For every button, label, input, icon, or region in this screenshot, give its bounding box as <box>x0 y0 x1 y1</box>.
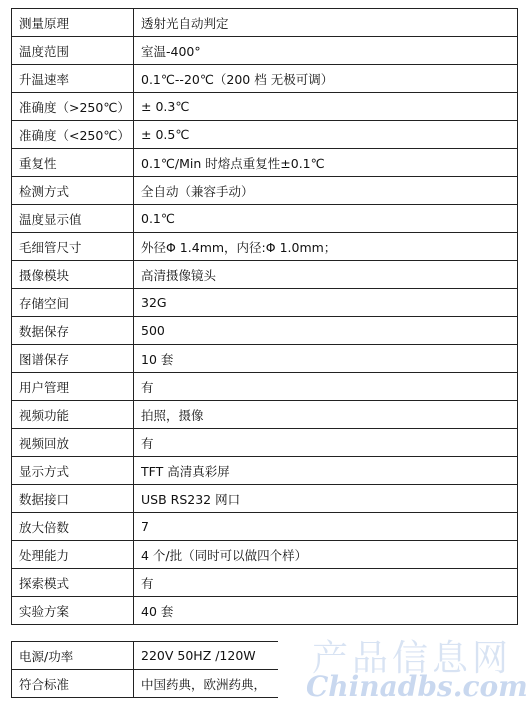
spec-value: 32G <box>134 289 518 317</box>
spec-value: 高清摄像镜头 <box>134 261 518 289</box>
table-row <box>12 373 518 401</box>
spec-value: 有 <box>134 429 518 457</box>
spec-label: 显示方式 <box>12 457 134 485</box>
table-row <box>12 642 518 670</box>
table-row <box>12 289 518 317</box>
watermark-cn-text: 产品信息网 <box>312 638 513 679</box>
table-row <box>12 205 518 233</box>
spec-value: 透射光自动判定 <box>134 9 518 37</box>
spec-label: 毛细管尺寸 <box>12 233 134 261</box>
table-row <box>12 93 518 121</box>
spec-value: TFT 高清真彩屏 <box>134 457 518 485</box>
table-row <box>12 65 518 93</box>
table-row <box>12 541 518 569</box>
spec-label: 准确度（>250℃） <box>12 93 134 121</box>
table-row <box>12 485 518 513</box>
table-row <box>12 569 518 597</box>
table-row <box>12 261 518 289</box>
spec-label: 准确度（<250℃） <box>12 121 134 149</box>
spec-value: 外径Φ 1.4mm，内径:Φ 1.0mm； <box>134 233 518 261</box>
watermark-en-text: Chinadbs.com <box>306 670 528 703</box>
spec-value: 室温-400° <box>134 37 518 65</box>
table-row <box>12 429 518 457</box>
spec-label: 数据保存 <box>12 317 134 345</box>
spec-value: 0.1℃ <box>134 205 518 233</box>
spec-value: 全自动（兼容手动） <box>134 177 518 205</box>
spec-label: 温度显示值 <box>12 205 134 233</box>
spec-value: ± 0.5℃ <box>134 121 518 149</box>
spec-value: 0.1℃/Min 时熔点重复性±0.1℃ <box>134 149 518 177</box>
table-row <box>12 401 518 429</box>
spec-value: 7 <box>134 513 518 541</box>
spec-label: 处理能力 <box>12 541 134 569</box>
table-row <box>12 37 518 65</box>
table-row <box>12 149 518 177</box>
table-row <box>12 670 518 698</box>
spec-value: 40 套 <box>134 597 518 625</box>
spec-value: 220V 50HZ /120W <box>134 642 518 670</box>
table-row <box>12 233 518 261</box>
spec-label: 存储空间 <box>12 289 134 317</box>
table-row <box>12 597 518 625</box>
spec-value: 有 <box>134 569 518 597</box>
spec-label: 重复性 <box>12 149 134 177</box>
spec-label: 数据接口 <box>12 485 134 513</box>
spec-label: 检测方式 <box>12 177 134 205</box>
table-row <box>12 177 518 205</box>
spec-label: 视频回放 <box>12 429 134 457</box>
spec-label: 放大倍数 <box>12 513 134 541</box>
spec-label: 电源/功率 <box>12 642 134 670</box>
table-row <box>12 513 518 541</box>
spec-label: 温度范围 <box>12 37 134 65</box>
table-row <box>12 345 518 373</box>
spec-value: 10 套 <box>134 345 518 373</box>
spec-table <box>11 8 518 625</box>
spec-table-continued <box>11 641 518 698</box>
spec-value: 0.1℃--20℃（200 档 无极可调） <box>134 65 518 93</box>
spec-value: ± 0.3℃ <box>134 93 518 121</box>
spec-label: 图谱保存 <box>12 345 134 373</box>
table-row <box>12 317 518 345</box>
spec-label: 探索模式 <box>12 569 134 597</box>
table-row <box>12 9 518 37</box>
table-row <box>12 121 518 149</box>
spec-label: 符合标准 <box>12 670 134 698</box>
spec-label: 升温速率 <box>12 65 134 93</box>
spec-label: 测量原理 <box>12 9 134 37</box>
spec-label: 用户管理 <box>12 373 134 401</box>
spec-label: 实验方案 <box>12 597 134 625</box>
spec-value: 中国药典，欧洲药典， <box>134 670 518 698</box>
spec-value: 500 <box>134 317 518 345</box>
spec-label: 视频功能 <box>12 401 134 429</box>
spec-value: 4 个/批（同时可以做四个样） <box>134 541 518 569</box>
spec-value: 有 <box>134 373 518 401</box>
table-row <box>12 457 518 485</box>
spec-label: 摄像模块 <box>12 261 134 289</box>
spec-value: 拍照，摄像 <box>134 401 518 429</box>
spec-value: USB RS232 网口 <box>134 485 518 513</box>
